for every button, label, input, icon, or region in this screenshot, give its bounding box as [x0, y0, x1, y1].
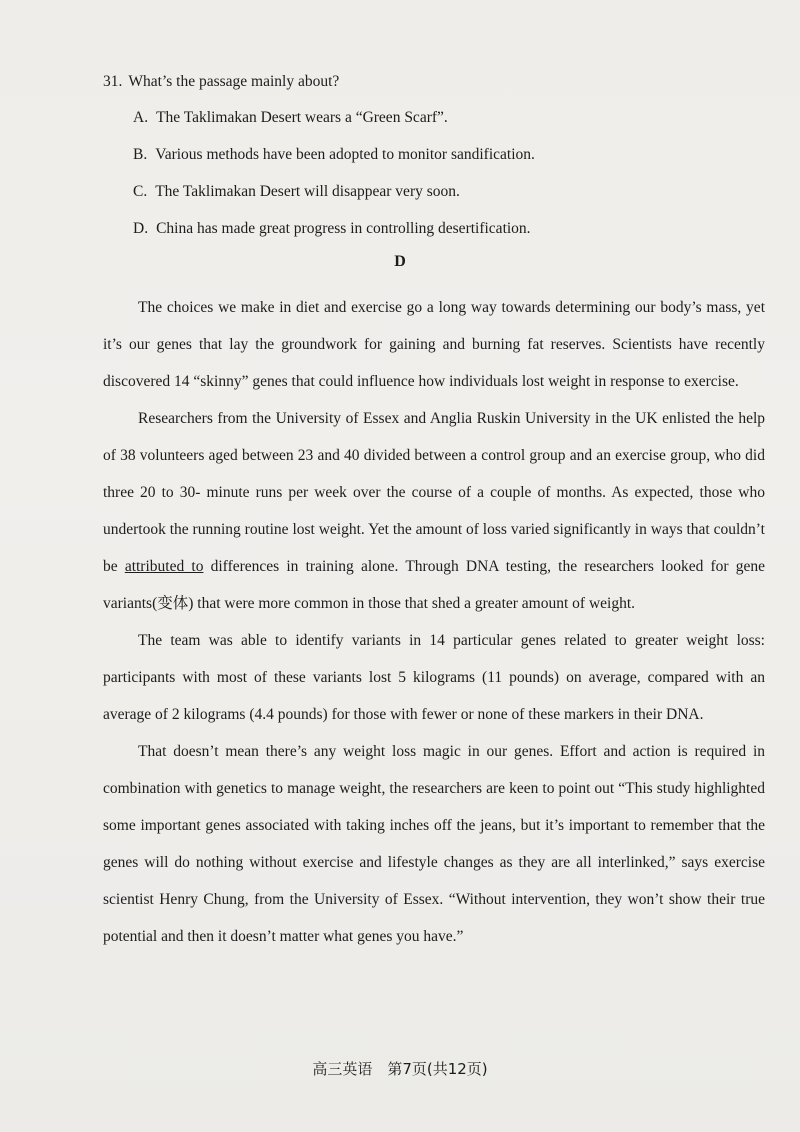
option-text: China has made great progress in controlling desertification.	[156, 220, 531, 237]
option-a	[103, 106, 763, 143]
paragraph-2-text-b: differences in training alone. Through DNA testing, the researchers looked for gene variants(变体) that were more common in those that shed a greater amount of weight.	[103, 558, 766, 612]
option-letter: B.	[133, 146, 148, 163]
question-text: What’s the passage mainly about?	[128, 73, 340, 90]
question-31	[103, 70, 763, 254]
section-heading: D	[394, 253, 406, 270]
question-number: 31.	[103, 73, 123, 90]
reading-passage	[103, 289, 765, 955]
paragraph-2	[103, 400, 765, 622]
paragraph-1: The choices we make in diet and exercise go a long way towards determining our body’s mass, yet it’s our genes that lay the groundwork for gaining and burning fat reserves. Scientists have recently discovered 14 “skinny” genes that could influence how individuals lost weight in response to exercise.	[103, 299, 765, 390]
paragraph-2-text-a: Researchers from the University of Essex and Anglia Ruskin University in the UK enlisted the help of 38 volunteers aged between 23 and 40 divided between a control group and an exercise group, who did three 20 to 30- minute runs per week over the course of a couple of months. As expected, those who undertook the running routine lost weight. Yet the amount of loss varied significantly in ways that couldn’t be	[103, 410, 765, 575]
option-text: The Taklimakan Desert wears a “Green Scarf”.	[156, 109, 448, 126]
question-stem	[103, 70, 763, 106]
option-d	[103, 217, 763, 254]
option-b	[103, 143, 763, 180]
option-text: Various methods have been adopted to monitor sandification.	[155, 146, 535, 163]
option-letter: C.	[133, 183, 148, 200]
underlined-phrase: attributed to	[124, 558, 204, 575]
page-footer: 高三英语 第7页(共12页)	[312, 1060, 488, 1078]
paragraph-3: The team was able to identify variants in 14 particular genes related to greater weight loss: participants with most of these variants lost 5 kilograms (11 pounds) on average, compared with an average of 2 kilograms (4.4 pounds) for those with fewer or none of these markers in their DNA.	[103, 632, 765, 723]
option-text: The Taklimakan Desert will disappear very soon.	[155, 183, 460, 200]
option-letter: D.	[133, 220, 149, 237]
paragraph-4: That doesn’t mean there’s any weight loss magic in our genes. Effort and action is required in combination with genetics to manage weight, the researchers are keen to point out “This study highlighted some important genes associated with taking inches off the jeans, but it’s important to remember that the genes will do nothing without exercise and lifestyle changes as they are all interlinked,” says exercise scientist Henry Chung, from the University of Essex. “Without intervention, they won’t show their true potential and then it doesn’t matter what genes you have.”	[103, 743, 765, 945]
option-letter: A.	[133, 109, 149, 126]
option-c	[103, 180, 763, 217]
